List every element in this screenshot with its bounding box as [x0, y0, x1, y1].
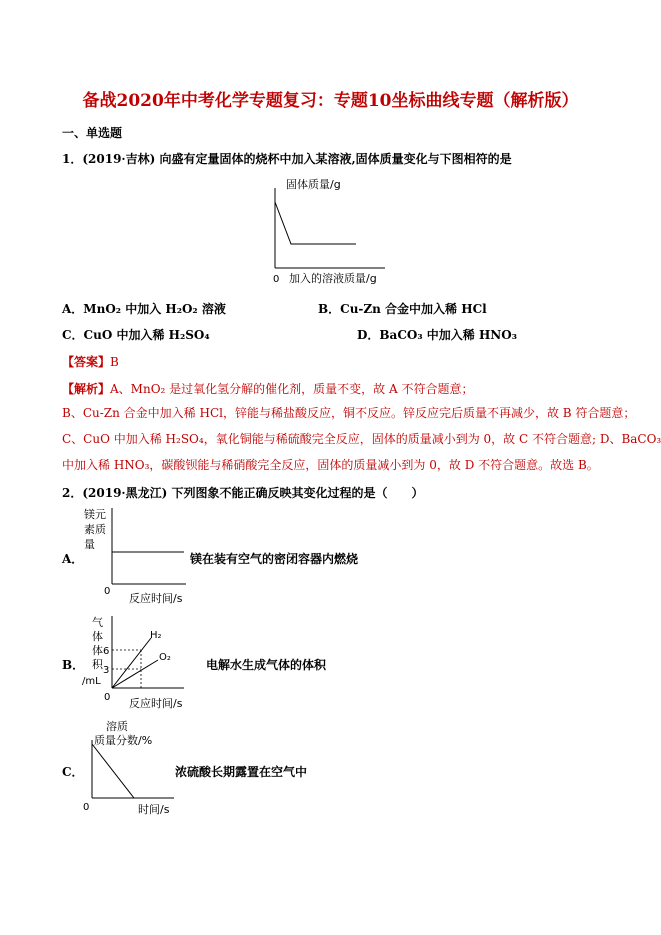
- section-heading: 一、单选题: [62, 126, 123, 140]
- q2c-ylabel-1: 溶质: [106, 720, 128, 733]
- q2b-ylabel-2: 体: [92, 630, 103, 643]
- q1-option-d: D．BaCO₃ 中加入稀 HNO₃: [357, 328, 517, 342]
- q2b-ylabel-3: 体: [92, 644, 103, 657]
- q2a-ylabel-1: 镁元: [84, 508, 106, 521]
- q2b-ylabel-1: 气: [92, 616, 103, 629]
- analysis-text: A、MnO₂ 是过氧化氢分解的催化剂，质量不变，故 A 不符合题意；: [110, 382, 474, 396]
- answer-value: B: [110, 355, 119, 369]
- q2c-xlabel: 时间/s: [138, 803, 170, 816]
- q2b-h2-label: H₂: [150, 630, 162, 641]
- q1-curve: [275, 202, 356, 244]
- analysis-label: 【解析】: [62, 382, 111, 396]
- q2a-xlabel: 反应时间/s: [129, 592, 183, 604]
- q1-xlabel: 加入的溶液质量/g: [289, 272, 377, 285]
- q2b-ylabel-4: 积: [92, 658, 103, 671]
- q2-graph-b: [78, 612, 208, 712]
- q2b-tick-6: 6: [103, 646, 110, 657]
- q2-option-c-desc: 浓硫酸长期露置在空气中: [175, 765, 308, 779]
- q2b-h2-line: [112, 638, 151, 688]
- q1-option-b: B．Cu-Zn 合金中加入稀 HCl: [318, 302, 487, 316]
- q2-option-a-desc: 镁在装有空气的密闭容器内燃烧: [190, 552, 359, 566]
- q1-analysis-line-2: B、Cu-Zn 合金中加入稀 HCl，锌能与稀盐酸反应，铜不反应。锌反应完后质量不再减少，故 B 符合题意；: [62, 406, 636, 420]
- q2-option-b-label: B．: [62, 658, 85, 672]
- q2b-origin: 0: [104, 692, 111, 703]
- q2-option-a-label: A．: [62, 552, 84, 566]
- q1-option-c: C．CuO 中加入稀 H₂SO₄: [62, 328, 210, 342]
- q2b-o2-line: [112, 660, 158, 688]
- q2b-xlabel: 反应时间/s: [129, 697, 183, 710]
- q1-ylabel: 固体质量/g: [286, 178, 341, 191]
- q1-graph: [260, 170, 400, 295]
- q2a-ylabel-2: 素质: [84, 523, 106, 536]
- q2b-tick-3: 3: [103, 665, 110, 676]
- q1-analysis-line-3: C、CuO 中加入稀 H₂SO₄，氧化铜能与稀硫酸完全反应，固体的质量减小到为 0，故 C 不符合题意; D、BaCO₃: [62, 432, 661, 446]
- q1-analysis-line-1: [62, 378, 473, 397]
- q1-answer: [62, 351, 119, 370]
- q2c-ylabel-2: 质量分数/%: [94, 734, 153, 747]
- q2-option-b-desc: 电解水生成气体的体积: [206, 658, 327, 672]
- q2a-ylabel-3: 量: [84, 538, 95, 551]
- q2-stem: 2．(2019·黑龙江) 下列图象不能正确反映其变化过程的是（ ）: [62, 486, 424, 500]
- q2-graph-a: [78, 504, 208, 604]
- q1-stem: 1．(2019·吉林) 向盛有定量固体的烧杯中加入某溶液,固体质量变化与下图相符的是: [62, 152, 512, 166]
- q1-analysis-line-4: 中加入稀 HNO₃，碳酸钡能与稀硝酸完全反应，固体的质量减小到为 0，故 D 不符合题意。故选 B。: [62, 458, 599, 472]
- answer-label: 【答案】: [62, 355, 111, 369]
- q2b-ylabel-5: /mL: [82, 676, 101, 687]
- q2-option-c-label: C．: [62, 765, 84, 779]
- page-title: 备战2020年中考化学专题复习：专题10坐标曲线专题（解析版）: [82, 91, 579, 111]
- q1-origin: 0: [273, 274, 280, 285]
- q2b-o2-label: O₂: [159, 652, 171, 663]
- q2c-curve: [92, 744, 134, 798]
- q1-option-a: A．MnO₂ 中加入 H₂O₂ 溶液: [62, 302, 226, 316]
- q2a-origin: 0: [104, 586, 111, 597]
- q2c-origin: 0: [83, 802, 90, 813]
